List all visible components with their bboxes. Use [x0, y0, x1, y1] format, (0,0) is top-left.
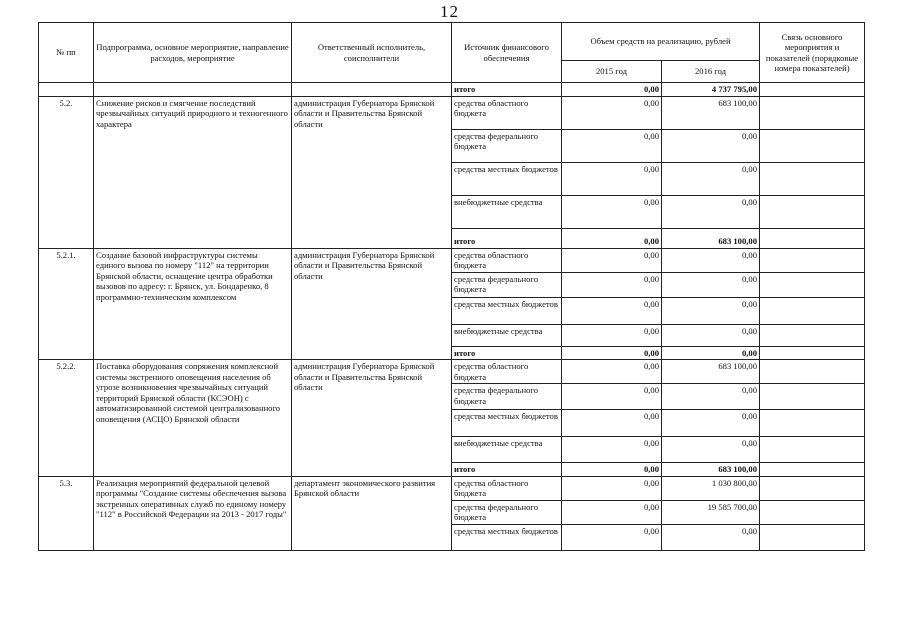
amount-2015: 0,00 — [562, 228, 662, 248]
amount-2016: 0,00 — [662, 248, 760, 272]
amount-2016: 1 030 800,00 — [662, 476, 760, 500]
header-link: Связь основного мероприятия и показателей (порядковые номера показателей) — [760, 23, 865, 83]
amount-2016: 0,00 — [662, 195, 760, 228]
header-2016: 2016 год — [662, 61, 760, 83]
total-label: итого — [452, 228, 562, 248]
header-source: Источник финансового обеспечения — [452, 23, 562, 83]
indicator-link — [760, 195, 865, 228]
table-body — [39, 83, 865, 551]
funding-source: средства областного бюджета — [452, 96, 562, 129]
section-number: 5.2. — [39, 96, 94, 248]
funding-source: внебюджетные средства — [452, 324, 562, 346]
indicator-link — [760, 463, 865, 477]
amount-2016: 19 585 700,00 — [662, 500, 760, 524]
amount-2015: 0,00 — [562, 248, 662, 272]
amount-2015: 0,00 — [562, 346, 662, 360]
funding-source: средства федерального бюджета — [452, 500, 562, 524]
amount-2015: 0,00 — [562, 524, 662, 550]
amount-2016: 0,00 — [662, 324, 760, 346]
indicator-link — [760, 410, 865, 437]
amount-2015: 0,00 — [562, 410, 662, 437]
cell-empty — [760, 83, 865, 97]
section-number: 5.3. — [39, 476, 94, 550]
amount-2016: 0,00 — [662, 297, 760, 324]
indicator-link — [760, 500, 865, 524]
indicator-link — [760, 228, 865, 248]
amount-2016: 0,00 — [662, 162, 760, 195]
section-executor: администрация Губернатора Брянской области и Правительства Брянской области — [292, 96, 452, 248]
section-number: 5.2.2. — [39, 360, 94, 477]
funding-source: средства областного бюджета — [452, 360, 562, 384]
amount-2015: 0,00 — [562, 324, 662, 346]
indicator-link — [760, 272, 865, 297]
amount-2016: 0,00 — [662, 437, 760, 463]
amount-2015: 0,00 — [562, 463, 662, 477]
indicator-link — [760, 162, 865, 195]
funding-source: средства местных бюджетов — [452, 162, 562, 195]
funding-source: средства местных бюджетов — [452, 297, 562, 324]
indicator-link — [760, 346, 865, 360]
amount-2016: 683 100,00 — [662, 463, 760, 477]
table-row — [39, 360, 865, 384]
amount-2015: 0,00 — [562, 500, 662, 524]
header-program: Подпрограмма, основное мероприятие, направление расходов, мероприятие — [94, 23, 292, 83]
amount-2016: 0,00 — [662, 524, 760, 550]
amount-2015: 0,00 — [562, 360, 662, 384]
top-total-row — [39, 83, 865, 97]
header-2015: 2015 год — [562, 61, 662, 83]
amount-2016: 683 100,00 — [662, 228, 760, 248]
section-title: Поставка оборудования сопряжения комплексной системы экстренного оповещения населения об угрозе возникновения чрезвычайных ситуаций территорий Брянской области (КСЭОН) с автоматизированной системой централизованного оповещения (АСЦО) Брянской области — [94, 360, 292, 477]
amount-2016: 683 100,00 — [662, 96, 760, 129]
cell-empty — [39, 83, 94, 97]
amount-2015: 0,00 — [562, 272, 662, 297]
top-total-2015: 0,00 — [562, 83, 662, 97]
amount-2016: 0,00 — [662, 410, 760, 437]
amount-2016: 0,00 — [662, 384, 760, 410]
cell-empty — [94, 83, 292, 97]
amount-2015: 0,00 — [562, 195, 662, 228]
top-total-label: итого — [452, 83, 562, 97]
indicator-link — [760, 129, 865, 162]
funding-source: средства федерального бюджета — [452, 129, 562, 162]
indicator-link — [760, 248, 865, 272]
section-executor: администрация Губернатора Брянской области и Правительства Брянской области — [292, 248, 452, 360]
indicator-link — [760, 384, 865, 410]
funding-source: средства местных бюджетов — [452, 524, 562, 550]
amount-2015: 0,00 — [562, 297, 662, 324]
funding-source: средства местных бюджетов — [452, 410, 562, 437]
page-number: 12 — [440, 2, 459, 21]
table-row — [39, 248, 865, 272]
amount-2015: 0,00 — [562, 129, 662, 162]
indicator-link — [760, 297, 865, 324]
budget-table — [38, 22, 865, 551]
amount-2016: 683 100,00 — [662, 360, 760, 384]
indicator-link — [760, 360, 865, 384]
amount-2016: 0,00 — [662, 346, 760, 360]
table-row — [39, 476, 865, 500]
amount-2015: 0,00 — [562, 384, 662, 410]
cell-empty — [292, 83, 452, 97]
total-label: итого — [452, 346, 562, 360]
indicator-link — [760, 476, 865, 500]
amount-2016: 0,00 — [662, 272, 760, 297]
amount-2015: 0,00 — [562, 162, 662, 195]
funding-source: внебюджетные средства — [452, 437, 562, 463]
header-executor: Ответственный исполнитель, соисполнители — [292, 23, 452, 83]
indicator-link — [760, 324, 865, 346]
section-number: 5.2.1. — [39, 248, 94, 360]
amount-2015: 0,00 — [562, 96, 662, 129]
amount-2015: 0,00 — [562, 437, 662, 463]
funding-source: средства областного бюджета — [452, 476, 562, 500]
section-executor: департамент экономического развития Брянской области — [292, 476, 452, 550]
funding-source: внебюджетные средства — [452, 195, 562, 228]
section-title: Снижение рисков и смягчение последствий чрезвычайных ситуаций природного и техногенного характера — [94, 96, 292, 248]
funding-source: средства федерального бюджета — [452, 272, 562, 297]
funding-source: средства федерального бюджета — [452, 384, 562, 410]
indicator-link — [760, 96, 865, 129]
amount-2015: 0,00 — [562, 476, 662, 500]
funding-source: средства областного бюджета — [452, 248, 562, 272]
table-header — [39, 23, 865, 83]
section-executor: администрация Губернатора Брянской области и Правительства Брянской области — [292, 360, 452, 477]
indicator-link — [760, 437, 865, 463]
total-label: итого — [452, 463, 562, 477]
top-total-2016: 4 737 795,00 — [662, 83, 760, 97]
section-title: Создание базовой инфраструктуры системы единого вызова по номеру "112" на территории Брянской области, оснащение центра обработки вызовов по адресу: г. Брянск, ул. Бондаренко, 8 программно-техническим комплексом — [94, 248, 292, 360]
table-row — [39, 96, 865, 129]
indicator-link — [760, 524, 865, 550]
header-num: № пп — [39, 23, 94, 83]
section-title: Реализация мероприятий федеральной целевой программы "Создание системы обеспечения вызова экстренных оперативных служб по единому номеру "112" в Российской Федерации на 2013 - 2017 годы" — [94, 476, 292, 550]
header-volume: Объем средств на реализацию, рублей — [562, 23, 760, 61]
amount-2016: 0,00 — [662, 129, 760, 162]
